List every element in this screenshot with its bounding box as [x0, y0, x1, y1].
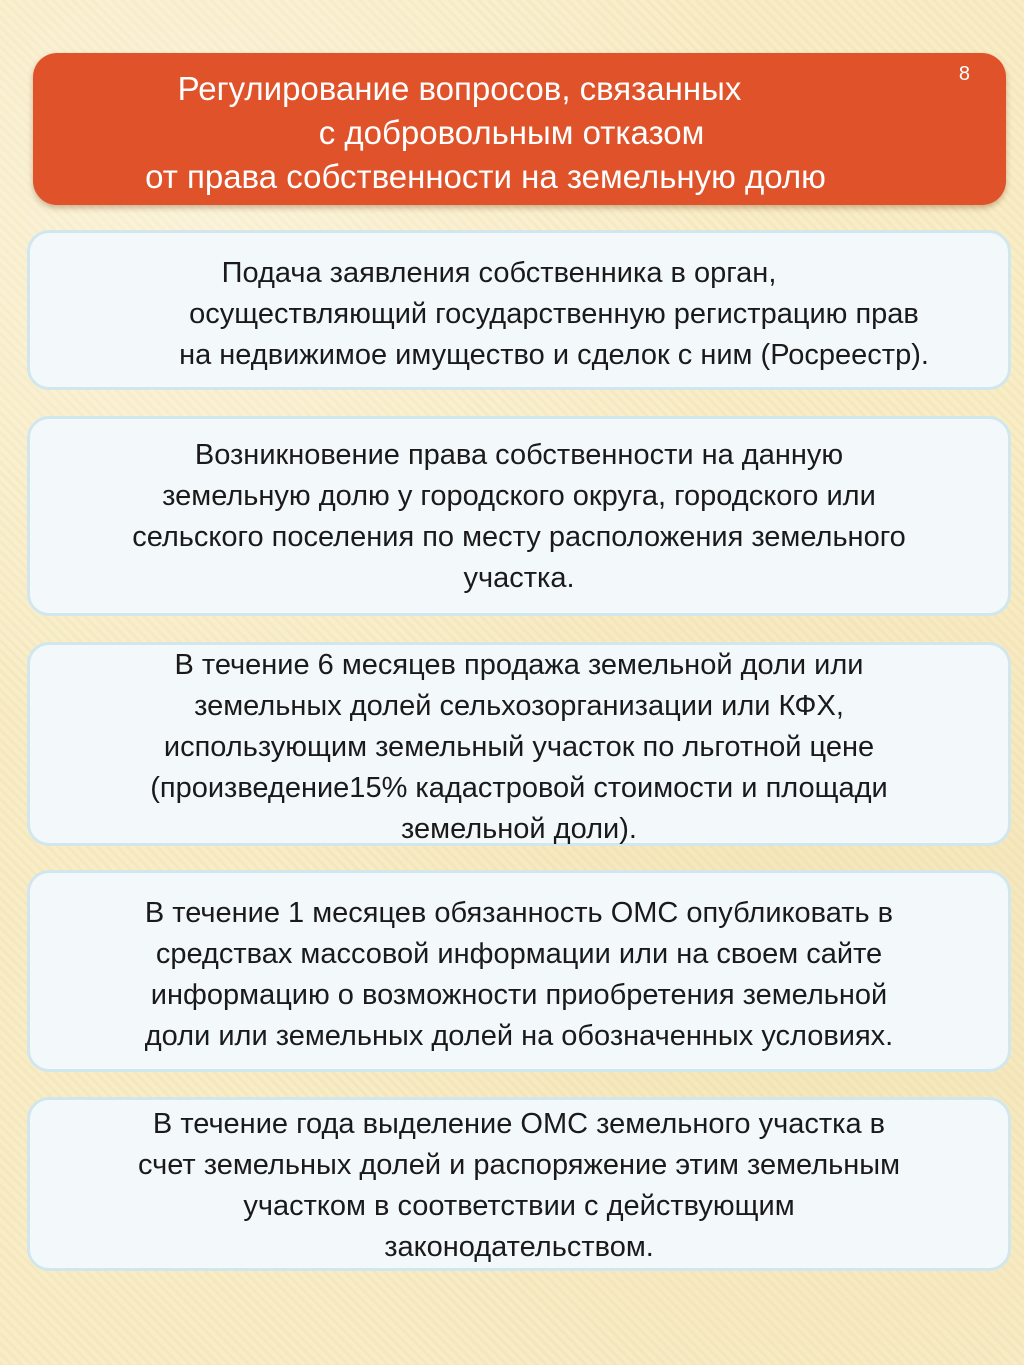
- card-text-line: В течение 6 месяцев продажа земельной доли или: [174, 649, 864, 681]
- card-text-line: земельную долю у городского округа, городского или: [162, 480, 876, 512]
- card-text-line: В течение 1 месяцев обязанность ОМС опубликовать в: [144, 897, 894, 929]
- step-card-publication-1-month: [27, 870, 1011, 1072]
- slide-title-line: Регулирование вопросов, связанных: [177, 70, 742, 107]
- card-text-line: счет земельных долей и распоряжение этим земельным: [137, 1149, 901, 1181]
- card-text-line: использующим земельный участок по льготной цене: [163, 731, 875, 763]
- card-text-line: земельной доли).: [401, 813, 637, 845]
- card-text-line: на недвижимое имущество и сделок с ним (Росреестр).: [179, 339, 929, 371]
- card-text-line: Возникновение права собственности на данную: [194, 439, 844, 471]
- step-card-ownership: [27, 416, 1011, 616]
- card-text-line: Подача заявления собственника в орган,: [221, 257, 777, 289]
- card-text-line: средствах массовой информации или на своем сайте: [155, 938, 883, 970]
- card-text-line: участка.: [463, 562, 575, 594]
- step-card-sale-6-months: [27, 642, 1011, 846]
- card-text-line: осуществляющий государственную регистрацию прав: [189, 298, 919, 330]
- step-card-allocation-year: [27, 1097, 1011, 1271]
- card-text-line: земельных долей сельхозорганизации или КФХ,: [194, 690, 844, 722]
- slide-title-line: с добровольным отказом: [318, 114, 705, 151]
- card-text-line: законодательством.: [384, 1231, 654, 1263]
- card-text-line: (произведение15% кадастровой стоимости и площади: [150, 772, 888, 804]
- card-text-line: В течение года выделение ОМС земельного участка в: [152, 1108, 886, 1140]
- card-text-line: участком в соответствии с действующим: [243, 1190, 795, 1222]
- page-number: 8: [958, 63, 970, 85]
- slide-title-line: от права собственности на земельную долю: [145, 158, 826, 195]
- card-text-line: сельского поселения по месту расположения земельного: [132, 521, 906, 553]
- card-text-line: информацию о возможности приобретения земельной: [150, 979, 888, 1011]
- card-text-line: доли или земельных долей на обозначенных условиях.: [144, 1020, 894, 1052]
- step-card-application: [27, 230, 1011, 390]
- slide-title-banner: [33, 53, 1006, 205]
